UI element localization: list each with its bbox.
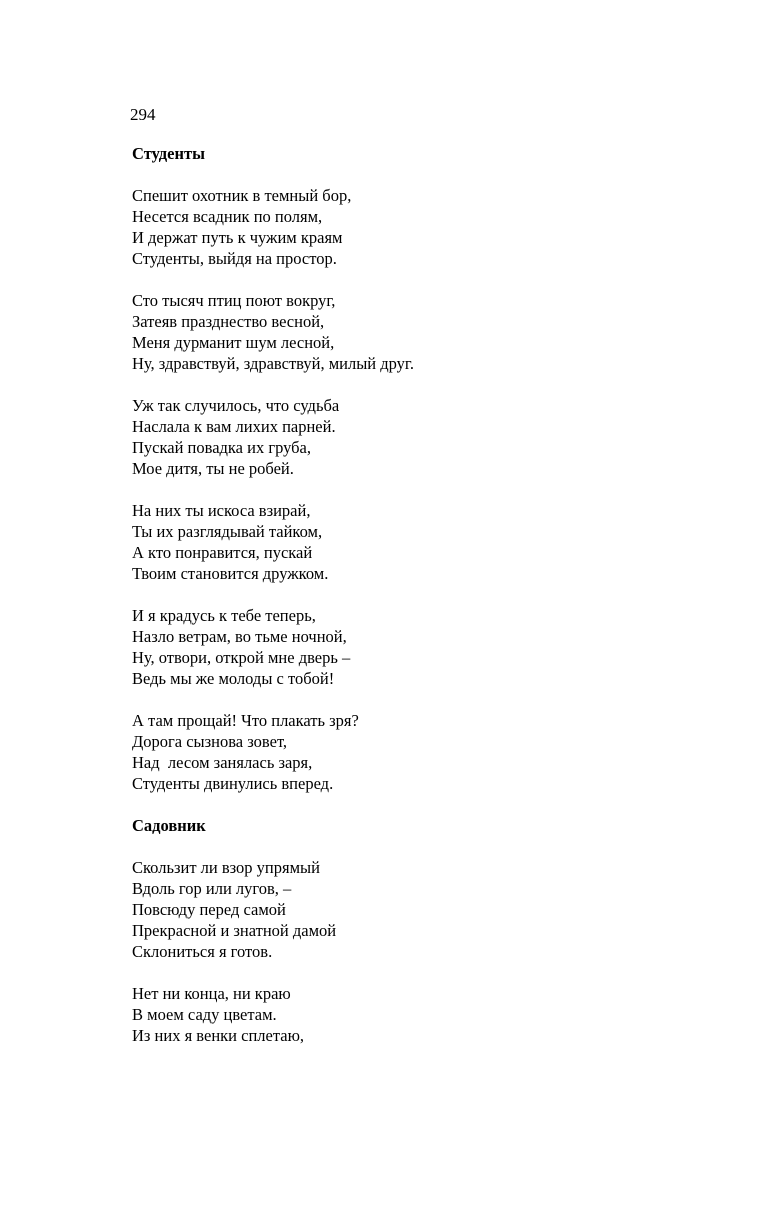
poem-line: Скользит ли взор упрямый bbox=[132, 858, 320, 877]
poem-line: Вдоль гор или лугов, – bbox=[132, 879, 292, 898]
poem-line: Прекрасной и знатной дамой bbox=[132, 921, 337, 940]
poem-line: И я крадусь к тебе теперь, bbox=[132, 606, 316, 625]
poem-line: Студенты, выйдя на простор. bbox=[132, 249, 337, 268]
poem-line: А кто понравится, пускай bbox=[132, 543, 313, 562]
poem-line: Наслала к вам лихих парней. bbox=[132, 417, 336, 436]
stanza bbox=[132, 857, 692, 962]
poem-line: Несется всадник по полям, bbox=[132, 207, 323, 226]
poem-line: Твоим становится дружком. bbox=[132, 564, 329, 583]
poem-line: Повсюду перед самой bbox=[132, 900, 286, 919]
poem-gardener bbox=[132, 815, 692, 1046]
poem-line: Ну, отвори, открой мне дверь – bbox=[132, 648, 351, 667]
poem-line: Затеяв празднество весной, bbox=[132, 312, 325, 331]
poem-line: Склониться я готов. bbox=[132, 942, 273, 961]
stanza bbox=[132, 290, 692, 374]
page-content bbox=[132, 143, 692, 1067]
poem-line: Пускай повадка их груба, bbox=[132, 438, 312, 457]
poem-line: Мое дитя, ты не робей. bbox=[132, 459, 294, 478]
poem-line: Ведь мы же молоды с тобой! bbox=[132, 669, 335, 688]
poem-line: Студенты двинулись вперед. bbox=[132, 774, 334, 793]
stanza bbox=[132, 710, 692, 794]
stanza bbox=[132, 395, 692, 479]
poem-line: И держат путь к чужим краям bbox=[132, 228, 343, 247]
poem-line: Ты их разглядывай тайком, bbox=[132, 522, 323, 541]
poem-line: Дорога сызнова зовет, bbox=[132, 732, 288, 751]
stanza bbox=[132, 605, 692, 689]
poem-line: Назло ветрам, во тьме ночной, bbox=[132, 627, 347, 646]
poem-students bbox=[132, 143, 692, 794]
poem-line: Ну, здравствуй, здравствуй, милый друг. bbox=[132, 354, 414, 373]
stanza bbox=[132, 185, 692, 269]
poem-line: Спешит охотник в темный бор, bbox=[132, 186, 352, 205]
poem-line: Из них я венки сплетаю, bbox=[132, 1026, 305, 1045]
poem-line: Уж так случилось, что судьба bbox=[132, 396, 340, 415]
stanza bbox=[132, 983, 692, 1046]
poem-line: В моем саду цветам. bbox=[132, 1005, 277, 1024]
poem-line: Меня дурманит шум лесной, bbox=[132, 333, 335, 352]
poem-line: Над лесом занялась заря, bbox=[132, 753, 313, 772]
poem-line: А там прощай! Что плакать зря? bbox=[132, 711, 359, 730]
page-number: 294 bbox=[130, 105, 156, 124]
poem-title: Студенты bbox=[132, 144, 205, 163]
poem-line: Нет ни конца, ни краю bbox=[132, 984, 291, 1003]
stanza bbox=[132, 500, 692, 584]
poem-line: На них ты искоса взирай, bbox=[132, 501, 311, 520]
poem-line: Сто тысяч птиц поют вокруг, bbox=[132, 291, 336, 310]
poem-title: Садовник bbox=[132, 816, 206, 835]
